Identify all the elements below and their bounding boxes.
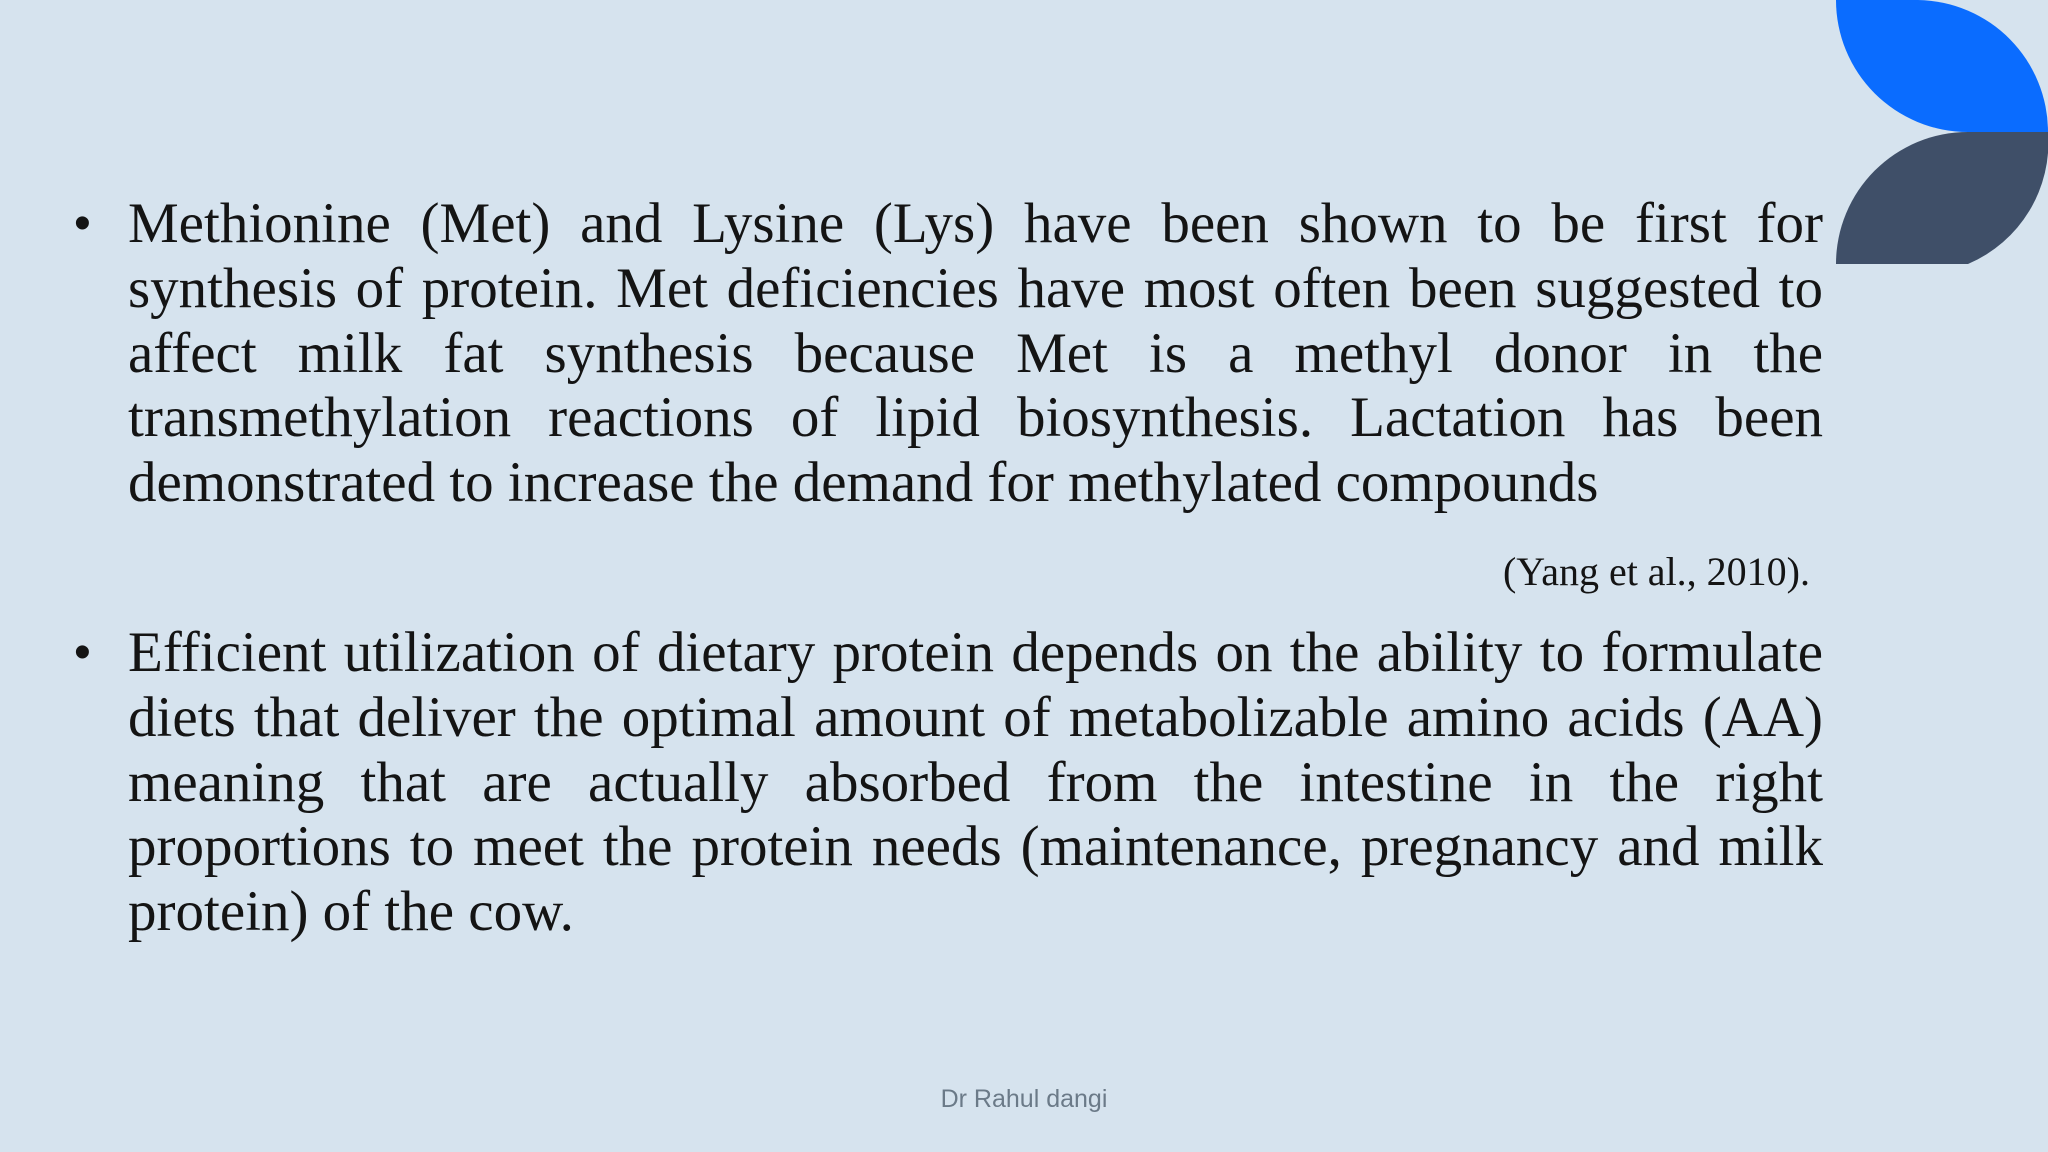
bullet-text: Efficient utilization of dietary protein depends on the ability to formulate diets that deliver the optimal amount of metabolizable amino acids (AA) meaning that are actually absorbed from the intestine in the right proportions to meet the protein needs (maintenance, pregnancy and milk protein) of the cow. <box>128 621 1823 944</box>
bullet-item-protein-utilization <box>74 621 1823 945</box>
bullet-dot: • <box>74 626 91 679</box>
bullet-text: Methionine (Met) and Lysine (Lys) have been shown to be first for synthesis of protein. Met deficiencies have most often been suggested to affect milk fat synthesis because Met is a methyl donor in the transmethylation reactions of lipid biosynthesis. Lactation has been demonstrated to increase the demand for methylated compounds <box>128 192 1823 515</box>
bullet-dot: • <box>74 197 91 250</box>
bullet-item-methionine-lysine <box>74 192 1823 516</box>
footer-author: Dr Rahul dangi <box>940 1085 1108 1113</box>
citation: (Yang et al., 2010). <box>1502 549 1810 594</box>
